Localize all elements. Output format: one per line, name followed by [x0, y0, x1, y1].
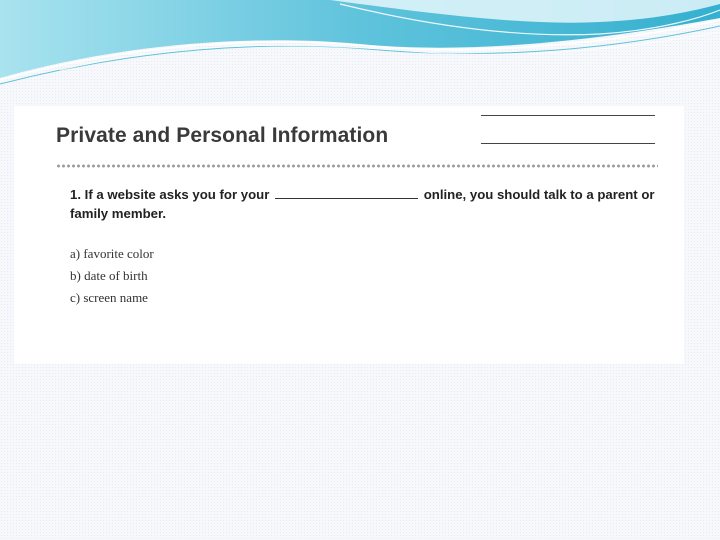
question-1 [70, 185, 660, 223]
option-c: c) screen name [70, 290, 148, 305]
question-text-before: 1. If a website asks you for your [70, 187, 270, 202]
question-text-after: online, you should talk to a parent or family member. [70, 187, 655, 221]
worksheet-panel [14, 106, 684, 364]
decorative-wave-header [0, 0, 720, 90]
question-blank [275, 186, 418, 199]
answer-options [70, 243, 154, 309]
date-blank-line [481, 143, 655, 144]
dotted-divider [56, 163, 658, 169]
name-blank-line [481, 115, 655, 116]
option-a: a) favorite color [70, 246, 154, 261]
worksheet-title: Private and Personal Information [56, 124, 389, 147]
option-b: b) date of birth [70, 268, 148, 283]
